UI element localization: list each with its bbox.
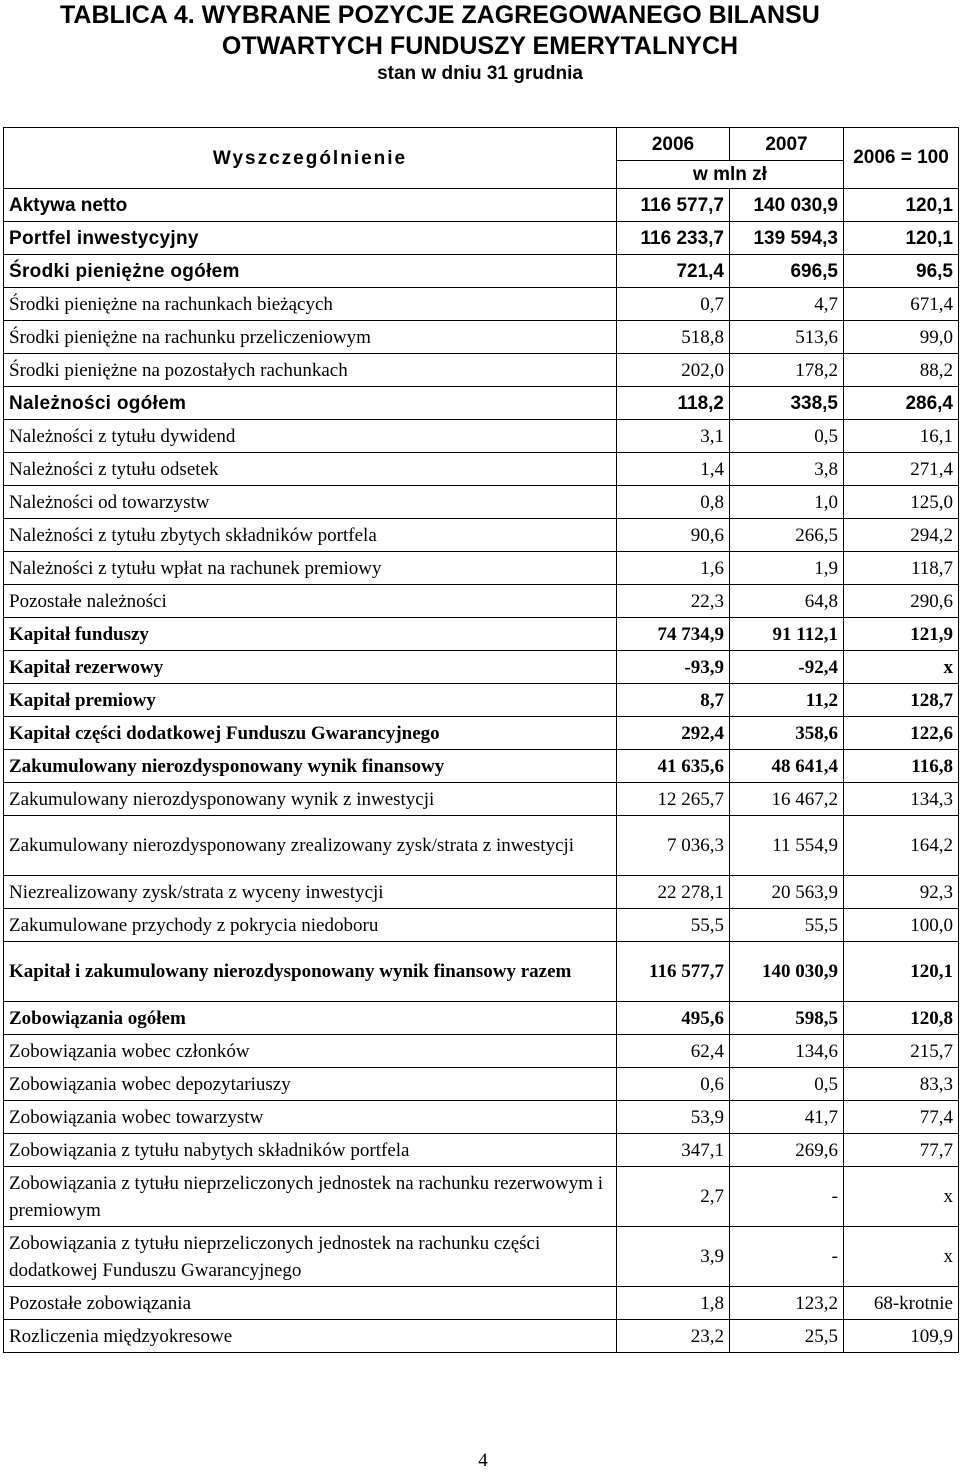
value-2006: 118,2 (617, 387, 730, 420)
value-index: 68-krotnie (844, 1287, 959, 1320)
value-2006: 8,7 (617, 684, 730, 717)
value-2006: 1,6 (617, 552, 730, 585)
value-2006: 7 036,3 (617, 816, 730, 876)
value-2007: 123,2 (730, 1287, 844, 1320)
value-2007: 140 030,9 (730, 942, 844, 1002)
table-row (4, 1101, 959, 1134)
row-label: Pozostałe zobowiązania (4, 1287, 617, 1320)
value-2007: 178,2 (730, 354, 844, 387)
value-2007: 513,6 (730, 321, 844, 354)
value-2007: 48 641,4 (730, 750, 844, 783)
row-label: Zakumulowany nierozdysponowany zrealizowany zysk/strata z inwestycji (4, 816, 617, 876)
table-row (4, 1035, 959, 1068)
value-index: 16,1 (844, 420, 959, 453)
value-2006: 1,8 (617, 1287, 730, 1320)
row-label: Należności z tytułu wpłat na rachunek premiowy (4, 552, 617, 585)
value-2007: 3,8 (730, 453, 844, 486)
value-2006: 74 734,9 (617, 618, 730, 651)
header-label: Wyszczególnienie (4, 128, 617, 189)
value-index: 671,4 (844, 288, 959, 321)
table-row (4, 1320, 959, 1353)
value-2006: 22 278,1 (617, 876, 730, 909)
row-label: Pozostałe należności (4, 585, 617, 618)
row-label: Należności od towarzystw (4, 486, 617, 519)
value-2007: 598,5 (730, 1002, 844, 1035)
table-row (4, 453, 959, 486)
row-label: Zobowiązania wobec członków (4, 1035, 617, 1068)
value-2006: 0,7 (617, 288, 730, 321)
table-row (4, 255, 959, 288)
row-label: Zobowiązania wobec depozytariuszy (4, 1068, 617, 1101)
value-2006: 2,7 (617, 1167, 730, 1227)
page-number: 4 (478, 1450, 488, 1471)
value-2007: 338,5 (730, 387, 844, 420)
value-2007: 0,5 (730, 1068, 844, 1101)
value-2007: 11,2 (730, 684, 844, 717)
value-2006: 202,0 (617, 354, 730, 387)
value-2006: 53,9 (617, 1101, 730, 1134)
value-index: 215,7 (844, 1035, 959, 1068)
table-row (4, 684, 959, 717)
header-index-text: 2006 = 100 (853, 147, 949, 168)
value-2007: - (730, 1167, 844, 1227)
value-index: 120,8 (844, 1002, 959, 1035)
row-label: Zakumulowany nierozdysponowany wynik finansowy (4, 750, 617, 783)
table-row (4, 420, 959, 453)
value-index: 109,9 (844, 1320, 959, 1353)
value-index: x (844, 1227, 959, 1287)
table-row (4, 1167, 959, 1227)
table-row (4, 321, 959, 354)
row-label: Zobowiązania ogółem (4, 1002, 617, 1035)
value-index: 294,2 (844, 519, 959, 552)
table-row (4, 222, 959, 255)
table-row (4, 717, 959, 750)
value-index: 271,4 (844, 453, 959, 486)
table-row (4, 909, 959, 942)
value-index: 120,1 (844, 189, 959, 222)
value-2006: 22,3 (617, 585, 730, 618)
value-index: 96,5 (844, 255, 959, 288)
value-2006: 347,1 (617, 1134, 730, 1167)
value-index: x (844, 1167, 959, 1227)
value-2007: 91 112,1 (730, 618, 844, 651)
value-2006: 0,6 (617, 1068, 730, 1101)
row-label: Zobowiązania z tytułu nieprzeliczonych jednostek na rachunku rezerwowym i premiowym (4, 1167, 617, 1227)
value-2007: 4,7 (730, 288, 844, 321)
value-2007: 134,6 (730, 1035, 844, 1068)
value-2006: 518,8 (617, 321, 730, 354)
value-index: 116,8 (844, 750, 959, 783)
table-row (4, 519, 959, 552)
row-label: Kapitał i zakumulowany nierozdysponowany wynik finansowy razem (4, 942, 617, 1002)
row-label: Środki pieniężne na rachunku przeliczeniowym (4, 321, 617, 354)
table-row (4, 354, 959, 387)
value-2006: 1,4 (617, 453, 730, 486)
value-index: 134,3 (844, 783, 959, 816)
value-2007: 140 030,9 (730, 189, 844, 222)
value-index: 118,7 (844, 552, 959, 585)
value-2006: 116 577,7 (617, 189, 730, 222)
value-2007: -92,4 (730, 651, 844, 684)
table-row (4, 1002, 959, 1035)
balance-table (3, 127, 959, 1353)
value-2006: 292,4 (617, 717, 730, 750)
value-2007: 64,8 (730, 585, 844, 618)
row-label: Należności z tytułu odsetek (4, 453, 617, 486)
value-2007: 266,5 (730, 519, 844, 552)
value-2006: 116 233,7 (617, 222, 730, 255)
table-title-line1: TABLICA 4. WYBRANE POZYCJE ZAGREGOWANEGO BILANSU (60, 1, 820, 29)
value-index: 125,0 (844, 486, 959, 519)
value-2007: 55,5 (730, 909, 844, 942)
value-index: 290,6 (844, 585, 959, 618)
row-label: Portfel inwestycyjny (4, 222, 617, 255)
value-2007: 696,5 (730, 255, 844, 288)
value-2006: 721,4 (617, 255, 730, 288)
row-label: Zobowiązania wobec towarzystw (4, 1101, 617, 1134)
value-index: 88,2 (844, 354, 959, 387)
table-row (4, 750, 959, 783)
row-label: Należności z tytułu zbytych składników portfela (4, 519, 617, 552)
value-index: 77,4 (844, 1101, 959, 1134)
value-index: 286,4 (844, 387, 959, 420)
value-2006: 12 265,7 (617, 783, 730, 816)
table-row (4, 552, 959, 585)
value-index: 99,0 (844, 321, 959, 354)
table-row (4, 651, 959, 684)
table-row (4, 1287, 959, 1320)
table-row (4, 942, 959, 1002)
table-title-line2: OTWARTYCH FUNDUSZY EMERYTALNYCH (221, 32, 739, 60)
table-row (4, 876, 959, 909)
table-row (4, 618, 959, 651)
header-year-2007: 2007 (730, 128, 844, 161)
row-label: Kapitał rezerwowy (4, 651, 617, 684)
value-2007: 269,6 (730, 1134, 844, 1167)
header-unit: w mln zł (617, 161, 844, 189)
row-label: Kapitał części dodatkowej Funduszu Gwarancyjnego (4, 717, 617, 750)
value-2006: 90,6 (617, 519, 730, 552)
table-row (4, 585, 959, 618)
table-row (4, 816, 959, 876)
value-index: 92,3 (844, 876, 959, 909)
table-row (4, 1068, 959, 1101)
header-index (844, 128, 959, 189)
value-2006: 62,4 (617, 1035, 730, 1068)
header-year-2006: 2006 (617, 128, 730, 161)
table-row (4, 1227, 959, 1287)
value-2006: 0,8 (617, 486, 730, 519)
value-2007: 1,9 (730, 552, 844, 585)
row-label: Kapitał premiowy (4, 684, 617, 717)
value-index: 128,7 (844, 684, 959, 717)
value-2007: - (730, 1227, 844, 1287)
row-label: Środki pieniężne na pozostałych rachunkach (4, 354, 617, 387)
value-2007: 41,7 (730, 1101, 844, 1134)
value-2007: 11 554,9 (730, 816, 844, 876)
table-row (4, 387, 959, 420)
value-2006: 116 577,7 (617, 942, 730, 1002)
value-index: 83,3 (844, 1068, 959, 1101)
row-label: Środki pieniężne ogółem (4, 255, 617, 288)
value-2006: 41 635,6 (617, 750, 730, 783)
value-2007: 1,0 (730, 486, 844, 519)
value-index: 120,1 (844, 222, 959, 255)
value-index: x (844, 651, 959, 684)
value-2007: 358,6 (730, 717, 844, 750)
value-index: 120,1 (844, 942, 959, 1002)
row-label: Aktywa netto (4, 189, 617, 222)
value-index: 121,9 (844, 618, 959, 651)
value-index: 100,0 (844, 909, 959, 942)
row-label: Należności ogółem (4, 387, 617, 420)
value-index: 122,6 (844, 717, 959, 750)
table-row (4, 189, 959, 222)
row-label: Zobowiązania z tytułu nieprzeliczonych jednostek na rachunku części dodatkowej Funduszu Gwarancyjnego (4, 1227, 617, 1287)
value-2007: 0,5 (730, 420, 844, 453)
value-2006: 23,2 (617, 1320, 730, 1353)
value-2006: 3,9 (617, 1227, 730, 1287)
row-label: Zakumulowany nierozdysponowany wynik z inwestycji (4, 783, 617, 816)
value-index: 77,7 (844, 1134, 959, 1167)
row-label: Zobowiązania z tytułu nabytych składników portfela (4, 1134, 617, 1167)
value-2006: 55,5 (617, 909, 730, 942)
row-label: Niezrealizowany zysk/strata z wyceny inwestycji (4, 876, 617, 909)
table-row (4, 1134, 959, 1167)
table-row (4, 783, 959, 816)
table-row (4, 288, 959, 321)
value-index: 164,2 (844, 816, 959, 876)
table-subtitle: stan w dniu 31 grudnia (377, 63, 583, 84)
row-label: Środki pieniężne na rachunkach bieżących (4, 288, 617, 321)
row-label: Kapitał funduszy (4, 618, 617, 651)
value-2007: 25,5 (730, 1320, 844, 1353)
value-2007: 16 467,2 (730, 783, 844, 816)
value-2006: 495,6 (617, 1002, 730, 1035)
value-2007: 139 594,3 (730, 222, 844, 255)
value-2006: -93,9 (617, 651, 730, 684)
table-row (4, 486, 959, 519)
value-2007: 20 563,9 (730, 876, 844, 909)
row-label: Rozliczenia międzyokresowe (4, 1320, 617, 1353)
value-2006: 3,1 (617, 420, 730, 453)
row-label: Należności z tytułu dywidend (4, 420, 617, 453)
row-label: Zakumulowane przychody z pokrycia niedoboru (4, 909, 617, 942)
